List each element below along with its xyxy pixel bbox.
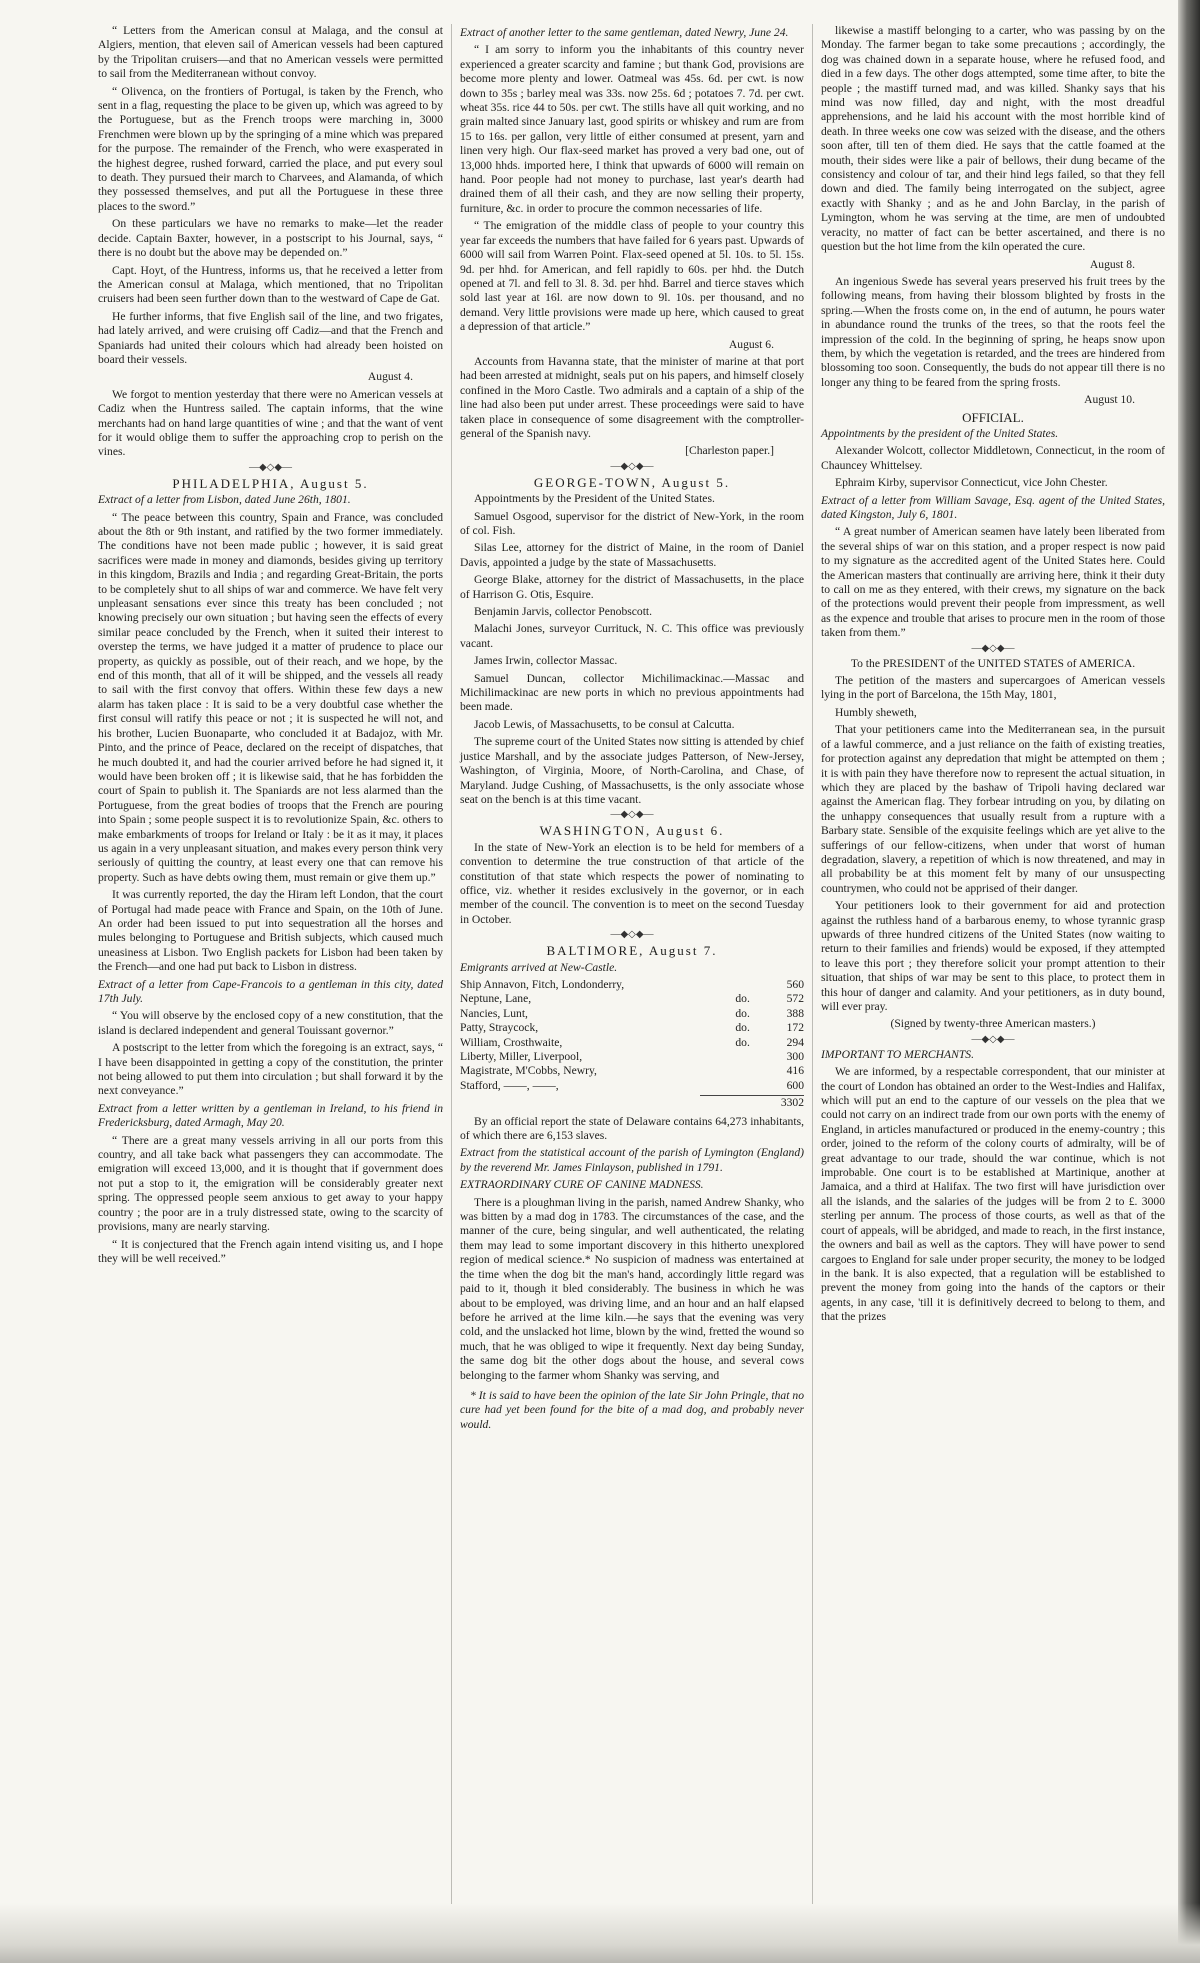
paragraph: “ There are a great many vessels arriving in all our ports from this country, and all take back what passengers they can accommodate. The emigration will exceed 13,000, and it is thought that if government does not put a stop to it, the emigration will be considerably greater next spring. The oppressed people seem anxious to get away to your happy country ; the poor are in a truly distressed state, owing to the scarcity of provisions, many are nearly starving. xyxy=(98,1133,443,1234)
paragraph: Appointments by the President of the United States. xyxy=(474,492,715,506)
ship-port xyxy=(727,1064,764,1078)
ship-name: Stafford, ——, ——, xyxy=(460,1078,559,1092)
paragraph: Ephraim Kirby, supervisor Connecticut, vice John Chester. xyxy=(835,476,1108,490)
page-edge-shadow xyxy=(1178,0,1200,1963)
section-divider: —◆◇◆— xyxy=(610,460,654,472)
ship-name: Neptune, Lane, xyxy=(460,992,532,1006)
paragraph: Capt. Hoyt, of the Huntress, informs us, that he received a letter from the American consul at Malaga, which mentioned, that no Tripolitan cruisers had been seen further down than to the westward of Cape de Gat. xyxy=(98,263,443,306)
paragraph: Alexander Wolcott, collector Middletown, Connecticut, in the room of Chauncey Whittelsey. xyxy=(821,444,1165,472)
table-row xyxy=(460,1064,804,1078)
article-subheading: Appointments by the president of the United States. xyxy=(821,426,1059,440)
emigrant-count: 416 xyxy=(786,1064,804,1078)
ship-port: do. xyxy=(735,1006,750,1020)
paragraph: George Blake, attorney for the district of Massachusetts, in the place of Harrison G. Otis, Esquire. xyxy=(460,573,804,601)
paragraph: There is a ploughman living in the parish, named Andrew Shanky, who was bitten by a mad dog in 1783. The circumstances of the case, and the manner of the cure, being singular, and well authenticated, the relating them may lead to some important discovery in this hitherto unexplored region of medical science.* No suspicion of madness was entertained at the time when the dog bit the man's hand, accordingly little regard was paid to it, though it bled considerably. The business in which he was about to be employed, was driving lime, and an hour and an half elapsed before he arrived at the lime kiln.—he says that the evening was very cold, and the unslacked hot lime, blown by the wind, fretted the wound so much, that he was obliged to wipe it frequently. Next day being Sunday, the same dog bit the other dogs about the house, and several cows belonging to the farmer whom Shanky was serving, and xyxy=(460,1195,804,1382)
emigrant-count: 600 xyxy=(786,1078,804,1092)
column-1 xyxy=(90,24,451,1904)
ship-name: Liberty, Miller, Liverpool, xyxy=(460,1050,583,1063)
emigrants-total: 3302 xyxy=(700,1095,804,1110)
dateline: August 4. xyxy=(367,370,413,384)
ship-name: Nancies, Lunt, xyxy=(460,1006,528,1020)
emigrant-ships-table xyxy=(460,978,804,1093)
table-row xyxy=(460,1036,804,1050)
table-row xyxy=(460,978,804,992)
emigrant-count: 300 xyxy=(786,1050,804,1063)
ship-port xyxy=(727,1050,764,1064)
official-heading: OFFICIAL. xyxy=(962,409,1024,425)
paragraph: The supreme court of the United States now sitting is attended by chief justice Marshall, and by the associate judges Patterson, of New-Jersey, Washington, of Virginia, Moore, of North-Carolina, and Chase, of Maryland. Judge Cushing, of Massachusetts, is the only associate whose seat on the bench is at this time vacant. xyxy=(460,735,804,806)
paragraph: A postscript to the letter from which the foregoing is an extract, says, “ I have been disappointed in getting a copy of the constitution, the printer not being allowed to put them into circulation ; but shall forward it by the next conveyance.” xyxy=(98,1041,443,1098)
emigrant-count: 294 xyxy=(786,1035,804,1049)
emigrant-count: 388 xyxy=(786,1006,804,1020)
paragraph: Malachi Jones, surveyor Currituck, N. C. This office was previously vacant. xyxy=(460,622,804,650)
section-divider: —◆◇◆— xyxy=(248,461,293,473)
column-3 xyxy=(812,24,1173,1904)
ship-name: Ship Annavon, Fitch, Londonderry, xyxy=(460,977,625,991)
ship-port xyxy=(727,1079,764,1093)
article-subheading: IMPORTANT TO MERCHANTS. xyxy=(821,1047,974,1061)
ship-name: Magistrate, M'Cobbs, Newry, xyxy=(460,1064,597,1078)
section-heading: PHILADELPHIA, August 5. xyxy=(172,475,369,491)
paragraph: Silas Lee, attorney for the district of Maine, in the room of Daniel Davis, appointed a judge by the state of Massachusetts. xyxy=(460,541,804,569)
centered-line: (Signed by twenty-three American masters.) xyxy=(890,1017,1096,1031)
article-subheading: Emigrants arrived at New-Castle. xyxy=(460,960,618,974)
paragraph: We forgot to mention yesterday that there were no American vessels at Cadiz when the Huntress sailed. The captain informs, that the wine merchants had on hand large quantities of wine ; and that the want of vent for it would oblige them to suffer the approaching crop to perish on the vines. xyxy=(98,387,443,459)
table-row xyxy=(460,1007,804,1021)
page-bottom-shadow xyxy=(0,1903,1200,1963)
paragraph: It was currently reported, the day the Hiram left London, that the court of Portugal had made peace with France and Spain, on the 10th of June. An order had been issued to put into sequestration all the horses and mules belonging to Portuguese and British subjects, which caused much uneasiness at Lisbon. Two English packets for Lisbon had been taken by the French—and one had put back to Lisbon in distress. xyxy=(98,888,443,974)
article-subheading: EXTRAORDINARY CURE OF CANINE MADNESS. xyxy=(460,1178,704,1192)
table-row xyxy=(460,992,804,1006)
paragraph: On these particulars we have no remarks to make—let the reader decide. Captain Baxter, however, in a postscript to his Journal, says, “ there is no doubt but the above may be depended on.” xyxy=(98,217,443,260)
article-subheading: Extract from a letter written by a gentleman in Ireland, to his friend in Fredericksburg, dated Armagh, May 20. xyxy=(98,1101,443,1130)
table-row xyxy=(460,1021,804,1035)
table-row xyxy=(460,1050,804,1064)
ship-name: William, Crosthwaite, xyxy=(460,1035,563,1049)
paragraph: We are informed, by a respectable correspondent, that our minister at the court of London has obtained an order to the West-Indies and Halifax, which will put an end to the capture of our vessels on the plea that we could not carry on an indirect trade from our own ports with the enemy of England, in articles manufactured or produced in the enemy-country ; this order, joined to the reform of the colony courts of admiralty, will be of great advantage to our trade, should the war continue, which is not improbable. One court is to be established at Martinique, another at Jamaica, and a third at Halifax. The two first will have jurisdiction over all the islands, and the salaries of the judges will be from 2 to £. 3000 sterling per annum. The process of those courts, as well as that of the court of appeals, will be abridged, and made to reach, in the first instance, the owners and bail as well as the captors. They will have power to send cargoes to England for sale under proper security, the money to be lodged in the bank. It is also expected, that a regulation will be established to prevent the money from going into the hands of the captors or their agents, in any case, 'till it is definitively decreed to belong to them, and that the prizes xyxy=(821,1065,1165,1324)
section-heading: GEORGE-TOWN, August 5. xyxy=(533,474,731,490)
paragraph: “ It is conjectured that the French again intend visiting us, and I hope they will be well received.” xyxy=(98,1237,443,1265)
column-2 xyxy=(451,24,812,1904)
paragraph: Your petitioners look to their government for aid and protection against the ruthless hand of a barbarous enemy, to whose tyrannic grasp upwards of three hundred citizens of the United States (now waiting to return to their families and friends) would be exposed, if they attempted to leave this port ; they therefore solicit your prompt attention to their situation, that ships of war may be sent to this place, to protect them in this hour of danger and calamity. And your petitioners, as in duty bound, will ever pray. xyxy=(821,899,1165,1013)
article-subheading: Extract of a letter from Lisbon, dated June 26th, 1801. xyxy=(98,493,351,507)
paragraph: “ A great number of American seamen have lately been liberated from the several ships of war on this station, and a proper respect is now paid to my signature as the accredited agent of the United States here. Could the American masters that continually are arriving here, think it their duty to call on me as they entered, with their crews, my signature on the back of the protections would prevent their people from impressment, as well as the expence and trouble that arises to procure men in the room of those taken from them.” xyxy=(821,525,1165,640)
emigrant-count: 572 xyxy=(786,992,804,1006)
paragraph: likewise a mastiff belonging to a carter, who was passing by on the Monday. The farmer began to take some precautions ; accordingly, the dog was chained down in a separate house, where he refused food, and died in a few days. The other dogs attempted, some time after, to bite the people ; the mastiff turned mad, and was killed. Shanky says that his mind was now filled, day and night, with the most dreadful apprehensions, and he laid his account with the most horrible kind of death. In three weeks one cow was seized with the disease, and the others soon after, till ten of them died. He says that the cattle foamed at the mouth, their sides were like a pair of bellows, their dung became of the consistency and colour of tar, and their hind legs failed, so that they fell down and died. The family being interrogated on the subject, agree exactly with Shanky ; and as he and John Barclay, in the parish of Lymington, whom he was serving at the time, are men of undoubted veracity, no matter of fact can be better ascertained, and there is no question but the hot lime from the kiln operated the cure. xyxy=(821,24,1165,254)
dateline: August 10. xyxy=(1084,393,1135,407)
dateline: August 8. xyxy=(1089,257,1135,271)
dateline: [Charleston paper.] xyxy=(685,444,774,458)
ship-name: Patty, Straycock, xyxy=(460,1021,539,1035)
article-subheading: Extract of another letter to the same gentleman, dated Newry, June 24. xyxy=(460,26,789,39)
ship-port: do. xyxy=(735,1021,750,1035)
paragraph: “ The peace between this country, Spain and France, was concluded about the 8th or 9th instant, and ratified by the two former immediately. The conditions have not been made public ; however, it is said great sacrifices were made in money and diamonds, besides giving up territory in this kingdom, Brazils and India ; and regarding Great-Britain, the ports to be completely shut to all ships of war and commerce. We have felt very unpleasant sensations ever since this treaty has been concluded ; not knowing precisely our own situation ; but having seen the effects of every similar peace concluded by the French, when it suited their interest to overstep the terms, we have judged it a matter of prudence to place our property, as quickly as possible, out of their reach, and we hope, by the end of this month, that all of it will be shipped, and the vessels all ready to sail with the first convoy that offers. Within these few days a new alarm has taken place : It is said to be a very doubtful case whether the first consul will ratify this peace or not ; it is suspected he will not, and his brother, Lucien Buonaparte, who concluded it at Badajoz, with Mr. Pinto, and the prince of Peace, declared on the receipt of dispatches, that he much doubted it, and had the courier arrived before he had signed it, it would have been broken off ; it is likewise said, that he has forbidden the court of Spain to publish it. The Spaniards are not less alarmed than the Portuguese, from the great bodies of troops that the French are pouring into Spain ; some people suspect it is to revolutionize Spain, &c. others to make embarkments of troops for Ireland or Italy : be it as it may, it places us again in a very unpleasant situation, and makes every person think very seriously of quitting the country, at least every one that can remove his property. Such as have debts owing them, must remain or give them up.” xyxy=(98,510,443,884)
paragraph: Benjamin Jarvis, collector Penobscott. xyxy=(474,605,653,619)
paragraph: The petition of the masters and supercargoes of American vessels lying in the port of Barcelona, the 15th May, 1801, xyxy=(821,674,1165,702)
paragraph: James Irwin, collector Massac. xyxy=(474,654,618,668)
paragraph: That your petitioners came into the Mediterranean sea, in the pursuit of a lawful commerce, and a just reliance on the faith of existing treaties, for protection against any depredation that might be attempted on them ; it is with pain they have therefore now to represent the actual situation, in which they are placed by the bashaw of Tripoli having declared war against the American flag. They forbear intruding on you, by dilating on the unhappy consequences that usually result from a rupture with a Barbary state. Sensible of the exquisite feelings which are yet alive to the sufferings of our fellow-citizens, when under that worst of human degradation, slavery, a repetition of which is now threatened, and may in all probability be at this moment felt by many of our unsuspecting countrymen, who could not be apprised of their danger. xyxy=(821,723,1165,895)
paragraph: Samuel Duncan, collector Michilimackinac.—Massac and Michilimackinac are new ports in which no previous appointments had been made. xyxy=(460,671,804,714)
footnote: * It is said to have been the opinion of the late Sir John Pringle, that no cure had yet been found for the bite of a mad dog, and probably never would. xyxy=(460,1388,804,1431)
ship-port xyxy=(727,978,764,992)
paragraph: In the state of New-York an election is to be held for members of a convention to determine the true construction of that article of the constitution of that state which respects the power of nominating to office, viz. whether it resides exclusively in the governor, or in each member of the council. The convention is to meet on the second Tuesday in October. xyxy=(460,840,804,926)
paragraph: Jacob Lewis, of Massachusetts, to be consul at Calcutta. xyxy=(474,717,735,731)
emigrant-count: 172 xyxy=(786,1021,804,1035)
article-subheading: Extract of a letter from Cape-Francois to a gentleman in this city, dated 17th July. xyxy=(98,977,443,1005)
table-row xyxy=(460,1079,804,1093)
paragraph: An ingenious Swede has several years preserved his fruit trees by the following means, from having their blossom blighted by frosts in the spring.—When the frosts come on, in the end of autumn, he pours water in abundance round the trunks of the trees, so that the roots feel the impression of the cold. In the beginning of spring, he heaps snow upon them, by which the vegetation is retarded, and the trees are hindered from blossoming too soon. Consequently, the buds do not appear till there is no longer any thing to be feared from the spring frosts. xyxy=(821,274,1165,389)
paragraph: “ I am sorry to inform you the inhabitants of this country never experienced a greater scarcity and famine ; but thank God, provisions are become more plenty and lower. Oatmeal was 45s. 6d. per cwt. is now down to 35s ; barley meal was 33s. now 25s. 6d ; potatoes 7. 7d. per cwt. wheat 35s. rice 44 to 50s. per cwt. The stills have all quit working, and no grain malted since January last, good spirits or whiskey and rum are from 15 to 16s. per gallon, very little of either consumed at present, yarn and linen very high. Our flax-seed market has proved a very bad one, out of 13,000 hhds. imported here, I think that upwards of 6000 will remain on hand. Poor people had not money to purchase, last year's dearth had drained them of all their cash, and they are now selling their property, furniture, &c. in order to procure the common necessaries of life. xyxy=(460,43,804,215)
paragraph: “ You will observe by the enclosed copy of a new constitution, that the island is declared independent and general Touissant governor.” xyxy=(98,1009,443,1037)
section-divider: —◆◇◆— xyxy=(971,642,1015,654)
paragraph: Samuel Osgood, supervisor for the district of New-York, in the room of col. Fish. xyxy=(460,509,804,537)
paragraph: “ Letters from the American consul at Malaga, and the consul at Algiers, mention, that eleven sail of American vessels had been captured by the Tripolitan cruisers—and that no American vessels were permitted to sail from the Mediterranean without convoy. xyxy=(98,24,443,81)
centered-line: To the PRESIDENT of the UNITED STATES of AMERICA. xyxy=(850,656,1136,670)
section-heading: WASHINGTON, August 6. xyxy=(539,823,725,839)
paragraph: “ Olivenca, on the frontiers of Portugal, is taken by the French, who sent in a flag, requesting the place to be given up, which was agreed to by the Portuguese, but as the French troops were marching in, 3000 Frenchmen were blown up by the springing of a mine which was prepared for the purpose. The remainder of the French, who were exasperated in the highest degree, rushed forward, carried the place, and put every soul to death. They pursued their march to Charvees, and Alamanda, of which they possessed themselves, and put all the Portuguese in these three places to the sword.” xyxy=(98,84,443,213)
ship-port: do. xyxy=(735,1035,750,1049)
section-divider: —◆◇◆— xyxy=(610,809,654,821)
paragraph: “ The emigration of the middle class of people to your country this year far exceeds the numbers that have failed for 6 years past. Upwards of 6000 will sail from Warren Point. Flax-seed opened at 5l. 10s. to 5l. 15s. 9d. per hhd. for American, and fell rapidly to 60s. per hhd. the Dutch opened at 7l. and fell to 3l. 8. 3d. per hhd. Barrel and tierce staves which sold last year at 16l. are now down to 9l. 10s. per thousand, and no demand. Very little provisions were made up here, which caused to great a depression of that article.” xyxy=(460,219,804,334)
paragraph: Accounts from Havanna state, that the minister of marine at that port had been arrested at midnight, seals put on his papers, and himself closely confined in the Moro Castle. Two admirals and a captain of a ship of the line had also been put under arrest. These proceedings were said to have taken place in consequence of some disagreement with the comptroller-general of the Spanish navy. xyxy=(460,354,804,440)
dateline: August 6. xyxy=(728,337,774,351)
section-divider: —◆◇◆— xyxy=(971,1033,1015,1045)
paragraph: Humbly sheweth, xyxy=(835,705,917,719)
ship-port: do. xyxy=(735,992,750,1006)
section-heading: BALTIMORE, August 7. xyxy=(546,943,718,959)
emigrant-count: 560 xyxy=(786,977,804,991)
columns xyxy=(90,24,1175,1904)
article-subheading: Extract of a letter from William Savage, Esq. agent of the United States, dated Kingston, July 6, 1801. xyxy=(821,493,1165,521)
article-subheading: Extract from the statistical account of the parish of Lymington (England) by the reverend Mr. James Finlayson, published in 1791. xyxy=(460,1146,804,1174)
section-divider: —◆◇◆— xyxy=(610,929,654,941)
paragraph: By an official report the state of Delaware contains 64,273 inhabitants, of which there are 6,153 slaves. xyxy=(460,1114,804,1143)
paragraph: He further informs, that five English sail of the line, and two frigates, had lately arrived, and were cruising off Cadiz—and that the French and Spaniards had united their colours which had already been hoisted on board their vessels. xyxy=(98,309,443,366)
